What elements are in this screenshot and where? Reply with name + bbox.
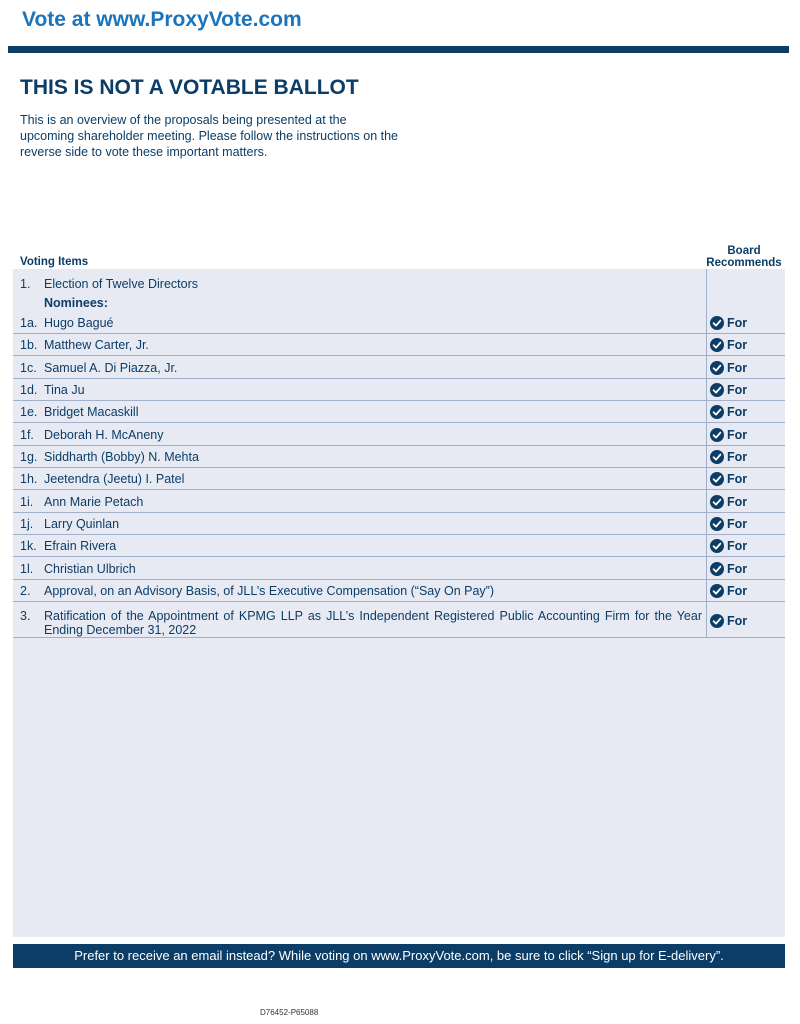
header-rule — [8, 46, 789, 53]
voting-row — [13, 468, 785, 490]
recommendation-label: For — [727, 472, 748, 486]
recommendation-label: For — [727, 361, 748, 375]
e-delivery-banner: Prefer to receive an email instead? While voting on www.ProxyVote.com, be sure to click “Sign up for E-delivery”. — [13, 944, 785, 968]
item-label: Larry Quinlan — [44, 517, 120, 531]
board-recommendation — [710, 517, 747, 531]
recommendation-label: For — [727, 495, 748, 509]
voting-row — [13, 602, 785, 638]
page-title: THIS IS NOT A VOTABLE BALLOT — [20, 76, 359, 99]
item-number: 1l. — [20, 562, 34, 576]
board-header-line2: Recommends — [706, 257, 782, 269]
check-circle-icon — [710, 383, 724, 397]
recommendation-label: For — [727, 428, 748, 442]
board-recommendation — [710, 316, 747, 330]
item-label: Samuel A. Di Piazza, Jr. — [44, 361, 178, 375]
board-recommendation — [710, 539, 747, 553]
item-label: Election of Twelve Directors — [44, 277, 198, 291]
board-recommendation — [710, 584, 747, 598]
recommendation-label: For — [727, 562, 748, 576]
item-number: 1c. — [20, 361, 37, 375]
item-label: Ratification of the Appointment of KPMG LLP as JLL’s Independent Registered Public Accounting Firm for the Year Ending December 31, 2022 — [44, 609, 702, 637]
item-label: Tina Ju — [44, 383, 85, 397]
item-number: 3. — [20, 609, 31, 623]
voting-items-header: Voting Items — [20, 256, 89, 268]
voting-row — [13, 423, 785, 446]
board-recommends-header — [702, 245, 786, 269]
board-recommendation — [710, 383, 747, 397]
item-number: 1d. — [20, 383, 38, 397]
item-number: 2. — [20, 584, 31, 598]
check-circle-icon — [710, 405, 724, 419]
item-number: 1i. — [20, 495, 34, 509]
board-recommendation — [710, 428, 747, 442]
item-number: 1. — [20, 277, 31, 291]
item-label: Matthew Carter, Jr. — [44, 338, 149, 352]
item-label: Hugo Bagué — [44, 316, 114, 330]
check-circle-icon — [710, 316, 724, 330]
board-recommendation — [710, 361, 747, 375]
voting-row — [13, 446, 785, 468]
item-number: 1a. — [20, 316, 38, 330]
check-circle-icon — [710, 562, 724, 576]
board-recommendation — [710, 614, 747, 628]
intro-text: This is an overview of the proposals being presented at the upcoming shareholder meeting. Please follow the instructions on the reverse side to vote these important matters. — [20, 113, 398, 159]
voting-row — [13, 535, 785, 557]
item-number: 1h. — [20, 472, 38, 486]
check-circle-icon — [710, 517, 724, 531]
voting-row — [13, 401, 785, 423]
item-label: Approval, on an Advisory Basis, of JLL’s Executive Compensation (“Say On Pay”) — [44, 584, 494, 598]
recommendation-label: For — [727, 517, 748, 531]
nominees-label: Nominees: — [44, 296, 108, 310]
item-label: Christian Ulbrich — [44, 562, 136, 576]
recommendation-label: For — [727, 614, 748, 628]
voting-row — [13, 334, 785, 356]
recommendation-label: For — [727, 450, 748, 464]
voting-row — [13, 490, 785, 513]
item-number: 1b. — [20, 338, 38, 352]
check-circle-icon — [710, 539, 724, 553]
item-label: Jeetendra (Jeetu) I. Patel — [44, 472, 185, 486]
board-header-line1: Board — [727, 245, 761, 257]
voting-row — [13, 356, 785, 379]
board-recommendation — [710, 450, 747, 464]
proxyvote-link[interactable]: Vote at www.ProxyVote.com — [22, 8, 302, 31]
document-code: D76452-P65088 — [260, 1008, 319, 1017]
item-label: Ann Marie Petach — [44, 495, 144, 509]
check-circle-icon — [710, 495, 724, 509]
check-circle-icon — [710, 472, 724, 486]
recommendation-label: For — [727, 539, 748, 553]
voting-row — [13, 580, 785, 602]
item-label: Siddharth (Bobby) N. Mehta — [44, 450, 199, 464]
board-recommendation — [710, 562, 747, 576]
board-recommendation — [710, 405, 747, 419]
check-circle-icon — [710, 428, 724, 442]
check-circle-icon — [710, 450, 724, 464]
item-label: Bridget Macaskill — [44, 405, 139, 419]
item-number: 1e. — [20, 405, 38, 419]
board-recommendation — [710, 495, 747, 509]
voting-row — [13, 379, 785, 401]
recommendation-label: For — [727, 338, 748, 352]
item-number: 1g. — [20, 450, 38, 464]
item-number: 1j. — [20, 517, 34, 531]
recommendation-label: For — [727, 584, 748, 598]
recommendation-label: For — [727, 316, 748, 330]
check-circle-icon — [710, 338, 724, 352]
board-recommendation — [710, 338, 747, 352]
voting-row — [13, 557, 785, 580]
check-circle-icon — [710, 584, 724, 598]
recommendation-label: For — [727, 405, 748, 419]
item-label: Deborah H. McAneny — [44, 428, 164, 442]
voting-row — [13, 270, 785, 334]
item-number: 1f. — [20, 428, 34, 442]
check-circle-icon — [710, 361, 724, 375]
check-circle-icon — [710, 614, 724, 628]
item-number: 1k. — [20, 539, 37, 553]
recommendation-label: For — [727, 383, 748, 397]
board-recommendation — [710, 472, 747, 486]
voting-row — [13, 513, 785, 535]
item-label: Efrain Rivera — [44, 539, 117, 553]
